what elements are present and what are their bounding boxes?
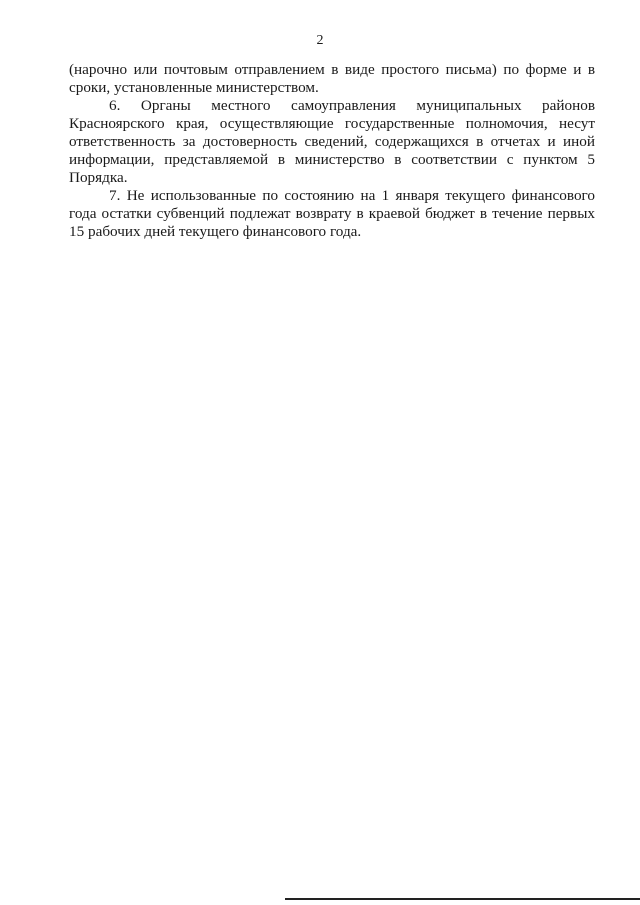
footer-rule	[285, 898, 640, 900]
document-body	[69, 61, 595, 241]
paragraph-item-7: 7. Не использованные по состоянию на 1 января текущего финансового года остатки субвенций подлежат возврату в краевой бюджет в течение первых 15 рабочих дней текущего финансового года.	[69, 187, 595, 240]
page-number: 2	[316, 33, 324, 48]
paragraph-item-6: 6. Органы местного самоуправления муниципальных районов Красноярского края, осуществляющие государственные полномочия, несут ответственность за достоверность сведений, содержащихся в отчетах и иной информации, представляемой в министерство в соответствии с пунктом 5 Порядка.	[69, 97, 595, 186]
paragraph-continuation: (нарочно или почтовым отправлением в виде простого письма) по форме и в сроки, установленные министерством.	[69, 61, 595, 96]
